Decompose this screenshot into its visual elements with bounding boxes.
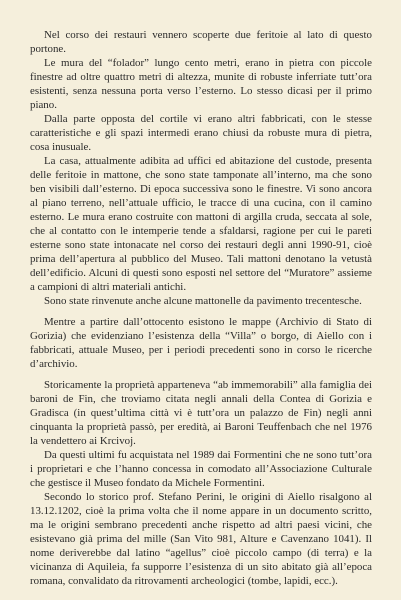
paragraph-house: La casa, attualmente adibita ad uffici ed abitazione del custode, presenta delle feritoie in mattone, che sono state tamponate all’interno, ma che sono ben visibili dall’esterno. Di epoca successiva sono le finestre. Vi sono ancora al piano terreno, nell’attuale ufficio, le tracce di una cucina, con il camino esterno. Le mura erano costruite con mattoni di argilla cruda, seccata al sole, che al contatto con le intemperie tende a sfaldarsi, ragione per cui le pareti esterne sono state intonacate nel corso dei restauri degli anni 1990-91, cioè prima dell’apertura al pubblico del Museo. Tali mattoni denotano la vetustà dell’edificio. Alcuni di questi sono esposti nel settore del “Muratore” assieme a campioni di altri materiali antichi. xyxy=(30,155,372,293)
paragraph-formentini: Da questi ultimi fu acquistata nel 1989 dai Formentini che ne sono tutt’ora i proprietari e che l’hanno concessa in comodato all’Associazione Culturale che gestisce il Museo fondato da Michele Formentini. xyxy=(30,449,372,489)
paragraph-tiles: Sono state rinvenute anche alcune mattonelle da pavimento trecentesche. xyxy=(44,295,362,307)
paragraph-folador-walls: Le mura del “folador” lungo cento metri, erano in pietra con piccole finestre ad oltre quattro metri di altezza, munite di robuste inferriate tutt’ora esistenti, senza nessuna porta verso l’esterno. Lo stesso dicasi per il primo piano. xyxy=(30,57,372,111)
paragraph-history: Storicamente la proprietà apparteneva “ab immemorabili” alla famiglia dei baroni de Fin, che troviamo citata negli annali della Contea di Gorizia e Gradisca (in quest’ultima città vi è tutt’ora un palazzo de Fin) negli anni cinquanta la proprietà passò, per eredità, ai Baroni Teuffenbach che nel 1976 la vendettero ai Krcivoj. xyxy=(30,379,372,447)
paragraph-origins: Secondo lo storico prof. Stefano Perini, le origini di Aiello risalgono al 13.12.1202, cioè la prima volta che il nome appare in un documento scritto, ma le origini sembrano precedenti anche rispetto ad altri paesi vicini, che esistevano già prima del mille (San Vito 981, Alture e Cavenzano 1041). Il nome deriverebbe dal latino “agellus” cioè piccolo campo (di terra) e la vicinanza di Aquileia, fa supporre l’esistenza di un sito abitato già all’epoca romana, convalidato da ritrovamenti archeologici (tombe, lapidi, ecc.). xyxy=(30,491,372,587)
paragraph-portone: Nel corso dei restauri vennero scoperte due feritoie al lato di questo portone. xyxy=(30,29,372,55)
paragraph-courtyard: Dalla parte opposta del cortile vi erano altri fabbricati, con le stesse caratteristiche e gli spazi intermedi erano chiusi da robuste mura di pietra, cosa inusuale. xyxy=(30,113,372,153)
document-body xyxy=(30,28,372,588)
paragraph-maps: Mentre a partire dall’ottocento esistono le mappe (Archivio di Stato di Gorizia) che evidenziano l’esistenza della “Villa” o borgo, di Aiello con i fabbricati, attuale Museo, per i periodi precedenti sono in corso le ricerche d’archivio. xyxy=(30,316,372,370)
